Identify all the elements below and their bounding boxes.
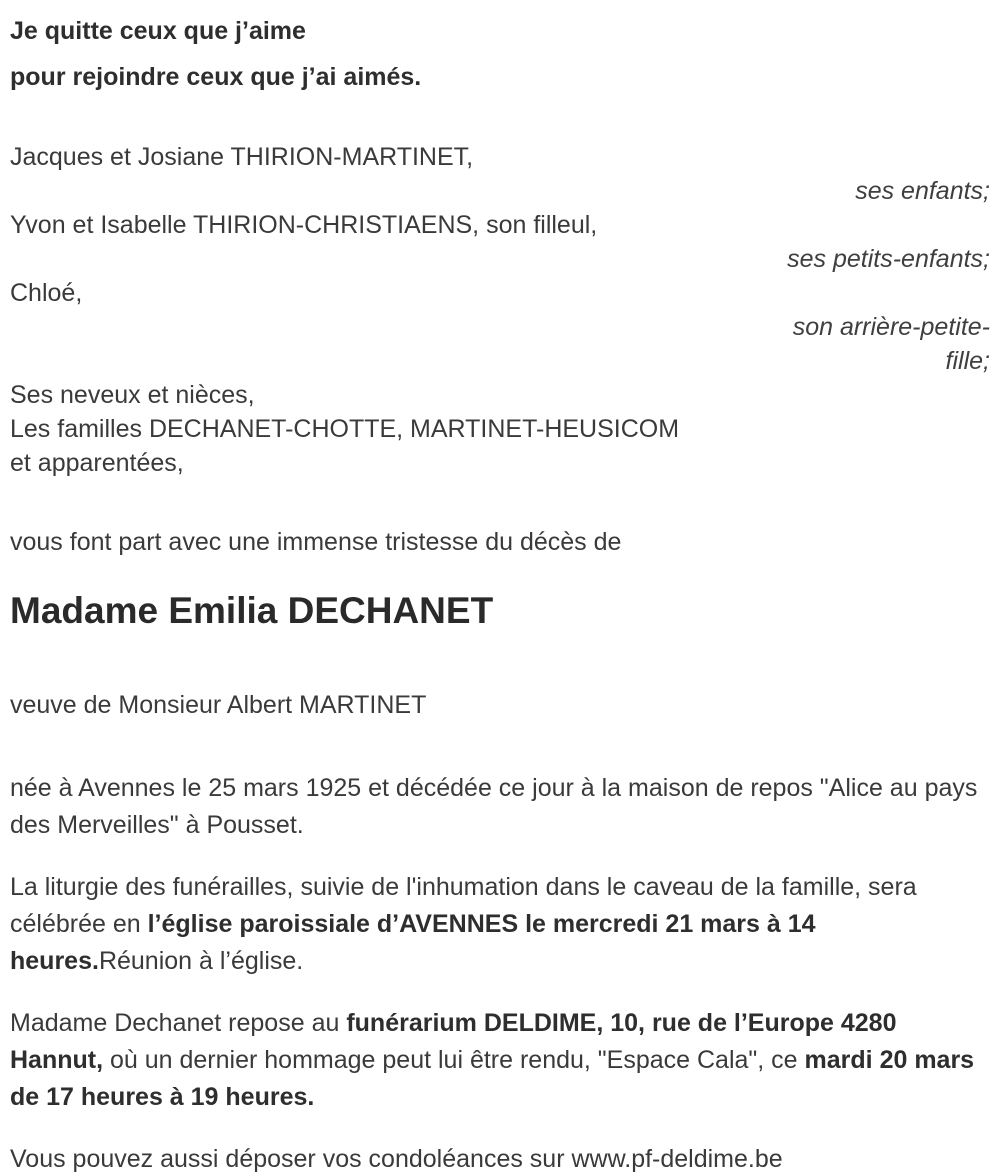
mourners-list <box>10 140 990 480</box>
repose-text-regular-2: où un dernier hommage peut lui être rendu, "Espace Cala", ce <box>103 1046 805 1074</box>
epigraph-line-2: pour rejoindre ceux que j’ai aimés. <box>10 63 422 91</box>
mourner-names-grandchildren: Yvon et Isabelle THIRION-CHRISTIAENS, son filleul, <box>10 211 598 239</box>
mourner-relation-great-grandchild-line-1: son arrière-petite- <box>792 313 990 341</box>
repose-funerarium-bold: funérarium DELDIME, 10, rue de l’Europe 4280 Hannut, <box>10 1009 897 1074</box>
epigraph-line-1: Je quitte ceux que j’aime <box>10 17 306 45</box>
deceased-name-heading: Madame Emilia DECHANET <box>10 590 494 631</box>
mourner-names-great-grandchild: Chloé, <box>10 279 83 307</box>
repose-visiting-hours-bold: mardi 20 mars de 17 heures à 19 heures. <box>10 1046 975 1111</box>
liturgy-text-regular-2: Réunion à l’église. <box>98 947 304 975</box>
announcement-line: vous font part avec une immense tristesse du décès de <box>10 528 622 556</box>
liturgy-text-regular-1: La liturgie des funérailles, suivie de l'inhumation dans le caveau de la famille, sera célébrée en <box>10 873 917 938</box>
liturgy-paragraph <box>10 869 988 980</box>
condolences-line: Vous pouvez aussi déposer vos condoléances sur www.pf-deldime.be <box>10 1145 783 1173</box>
mourner-relation-great-grandchild-line-2: fille; <box>945 347 990 375</box>
widow-of-line: veuve de Monsieur Albert MARTINET <box>10 691 427 719</box>
liturgy-church-date-bold: l’église paroissiale d’AVENNES le mercredi 21 mars à 14 heures. <box>10 910 816 975</box>
mourner-families: Les familles DECHANET-CHOTTE, MARTINET-HEUSICOM <box>10 415 680 443</box>
repose-paragraph <box>10 1005 988 1116</box>
mourner-nephews-nieces: Ses neveux et nièces, <box>10 381 255 409</box>
mourner-relation-grandchildren: ses petits-enfants; <box>787 245 990 273</box>
life-paragraph: née à Avennes le 25 mars 1925 et décédée ce jour à la maison de repos "Alice au pays des Merveilles" à Pousset. <box>10 774 978 839</box>
repose-text-regular-1: Madame Dechanet repose au <box>10 1009 347 1037</box>
mourner-families-related: et apparentées, <box>10 449 184 477</box>
epigraph <box>10 8 990 100</box>
mourner-names-children: Jacques et Josiane THIRION-MARTINET, <box>10 143 474 171</box>
mourner-relation-children: ses enfants; <box>855 177 990 205</box>
